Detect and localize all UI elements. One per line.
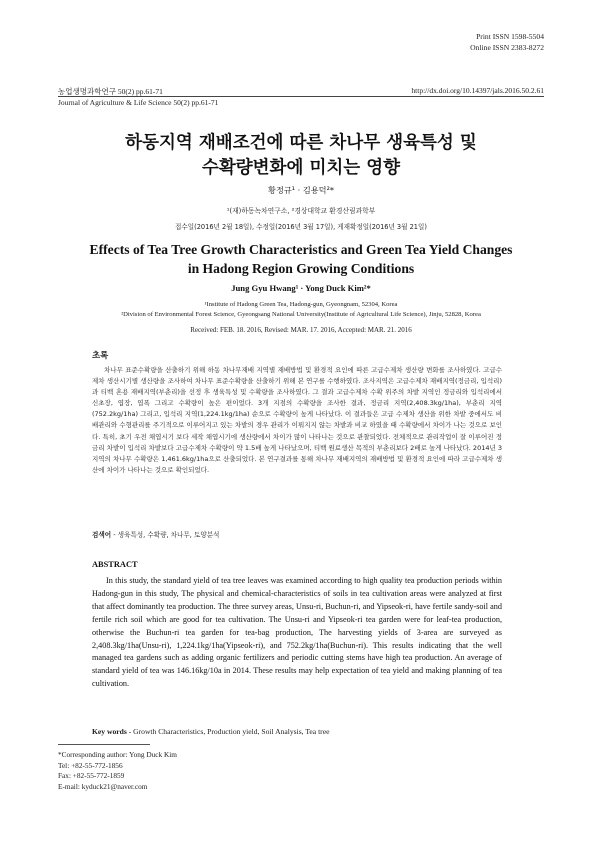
keywords-english-text: - Growth Characteristics, Production yield, Soil Analysis, Tea tree <box>126 727 330 736</box>
author-email[interactable]: E-mail: kyduck21@naver.com <box>58 781 148 791</box>
dates-korean: 접수일(2016년 2월 18일), 수정일(2016년 3월 17일), 게재확정일(2016년 3월 21일) <box>175 223 427 231</box>
corresponding-author-footnote <box>58 750 177 792</box>
title-korean <box>58 131 544 181</box>
abstract-korean-heading: 초록 <box>92 350 109 360</box>
print-issn: Print ISSN 1598-5504 <box>476 32 544 41</box>
title-english-line1: Effects of Tea Tree Growth Characteristics and Green Tea Yield Changes <box>89 242 513 257</box>
footnote-divider <box>58 744 150 745</box>
doi-link[interactable]: http://dx.doi.org/10.14397/jals.2016.50.2.61 <box>411 86 544 95</box>
keywords-korean <box>92 529 219 539</box>
issn-block <box>470 32 544 53</box>
online-issn: Online ISSN 2383-8272 <box>470 42 544 52</box>
title-korean-line1: 하동지역 재배조건에 따른 차나무 생육특성 및 <box>125 133 477 153</box>
dates-english: Received: FEB. 18. 2016, Revised: MAR. 17. 2016, Accepted: MAR. 21. 2016 <box>190 326 412 334</box>
keywords-english-label: Key words <box>92 727 127 736</box>
title-english-line2: in Hadong Region Growing Conditions <box>187 261 415 276</box>
abstract-english-heading: ABSTRACT <box>92 560 138 569</box>
author-tel: Tel: +82-55-772-1856 <box>58 760 123 770</box>
authors-korean: 황정규¹ · 김용덕²* <box>268 185 334 195</box>
affiliations-korean: ¹(재)하동녹차연구소, ²경상대학교 환경산림과학부 <box>226 207 376 215</box>
authors-english: Jung Gyu Hwang¹ · Yong Duck Kim²* <box>231 283 371 293</box>
corresponding-author: *Corresponding author: Yong Duck Kim <box>58 750 177 759</box>
keywords-english <box>92 727 329 736</box>
journal-ko-citation: 농업생명과학연구 50(2) pp.61-71 <box>58 87 163 96</box>
title-korean-line2: 수확량변화에 미치는 영향 <box>201 158 401 178</box>
affiliations-english <box>58 300 544 319</box>
keywords-korean-label: 검색어 <box>92 531 112 539</box>
header-divider <box>58 96 544 97</box>
abstract-english-body: In this study, the standard yield of tea tree leaves was examined according to high quality tea production periods within Hadong-gun in this study, The physical and chemical-characteristics of soils in tea cultivation areas were analyzed at first that affect dominantly tea production. The three survey areas, Unsu-ri, Buchun-ri, and Yipseok-ri, have fertile sandy-soil and fertile rich soil which are good for tea cultivation. The Unsu-ri and Yipseok-ri tea garden were for leaf-tea production, otherwise the Buchun-ri tea garden for tea-bag production, The harvesting yields of 3-area are surveyed as 2,408.3kg/1ha(Unsu-ri), 1,224.1kg/1ha(Yipseok-ri), and 752.2kg/1ha(Buchun-ri). This results indicating that the well managed tea gardens such as adding organic fertilizers and periodic cutting stems have high tea production. An average of standard yield of tea was 146.16kg/10a in 2014. These results may help expectation of tea yield and making planning of tea cultivation. <box>92 576 502 689</box>
keywords-korean-text: - 생육특성, 수확량, 차나무, 토양분석 <box>111 531 220 539</box>
abstract-korean-body: 차나무 표준수확량을 산출하기 위해 하동 차나무재배 지역별 재배방법 및 환경적 요인에 따른 고급수제차 생산량 변화를 조사하였다. 고급수제차 생산시기별 생산량을 조사하여 차나무 표준수확량을 산출하기 위해 본 연구를 수행하였다. 조사지역은 고급수제차 재배지역(정금리, 입석리)과 티백 혼용 재배지역(부춘리)을 선정 후 생육특성 및 수확량을 조사하였다. 그 결과 고급수제차 수확 위주의 차밭 지역인 정금리와 입석리에서 신초장, 엽장, 엽폭 그리고 수확량이 높은 편이었다. 3개 지점의 수확량을 조사한 결과, 정금리 지역(2,408.3kg/1ha), 부춘리 지역(752.2kg/1ha) 그리고, 입석리 지역(1,224.1kg/1ha) 순으로 수확량이 높게 나타났다. 이 결과들은 고급 수제차 생산을 위한 차밭 중에서도 비배관리와 수형관리를 주기적으로 이루어지고 있는 차밭의 경우 관리가 이뤄지지 않는 차밭과 비교 하였을 때 수확량에서 차이가 나는 것으로 보인다. 특히, 초기 우전 채엽시기 보다 세작 채엽시기에 생산량에서 차이가 많이 나타나는 것으로 관찰되었다. 전체적으로 관리작업이 잘 이루어진 정금리 차밭이 입석리 차밭보다 고급수제차 수확량이 약 1.5배 높게 나타났으며, 티백 원료생산 목적의 부춘리보다 2배로 높게 나타났다. 2014년 3지역의 차나무 수확량은 1,461.6kg/1ha으로 산출되었다. 본 연구결과를 통해 차나무 재배지역의 재배방법 및 환경적 요인에 따라 고급수제차 생산에 차이가 나타나는 것으로 확인되었다. <box>92 366 502 474</box>
title-english <box>58 240 544 278</box>
affiliation-2: ²Division of Environmental Forest Science, Gyeongsang National University(Institute of Agricultural Life Science), Jinju, 52828, Korea <box>121 310 481 318</box>
author-fax: Fax: +82-55-772-1859 <box>58 771 125 781</box>
journal-en-citation: Journal of Agriculture & Life Science 50(2) pp.61-71 <box>58 98 219 107</box>
affiliation-1: ¹Institute of Hadong Green Tea, Hadong-gun, Gyeongnam, 52304, Korea <box>204 301 398 308</box>
